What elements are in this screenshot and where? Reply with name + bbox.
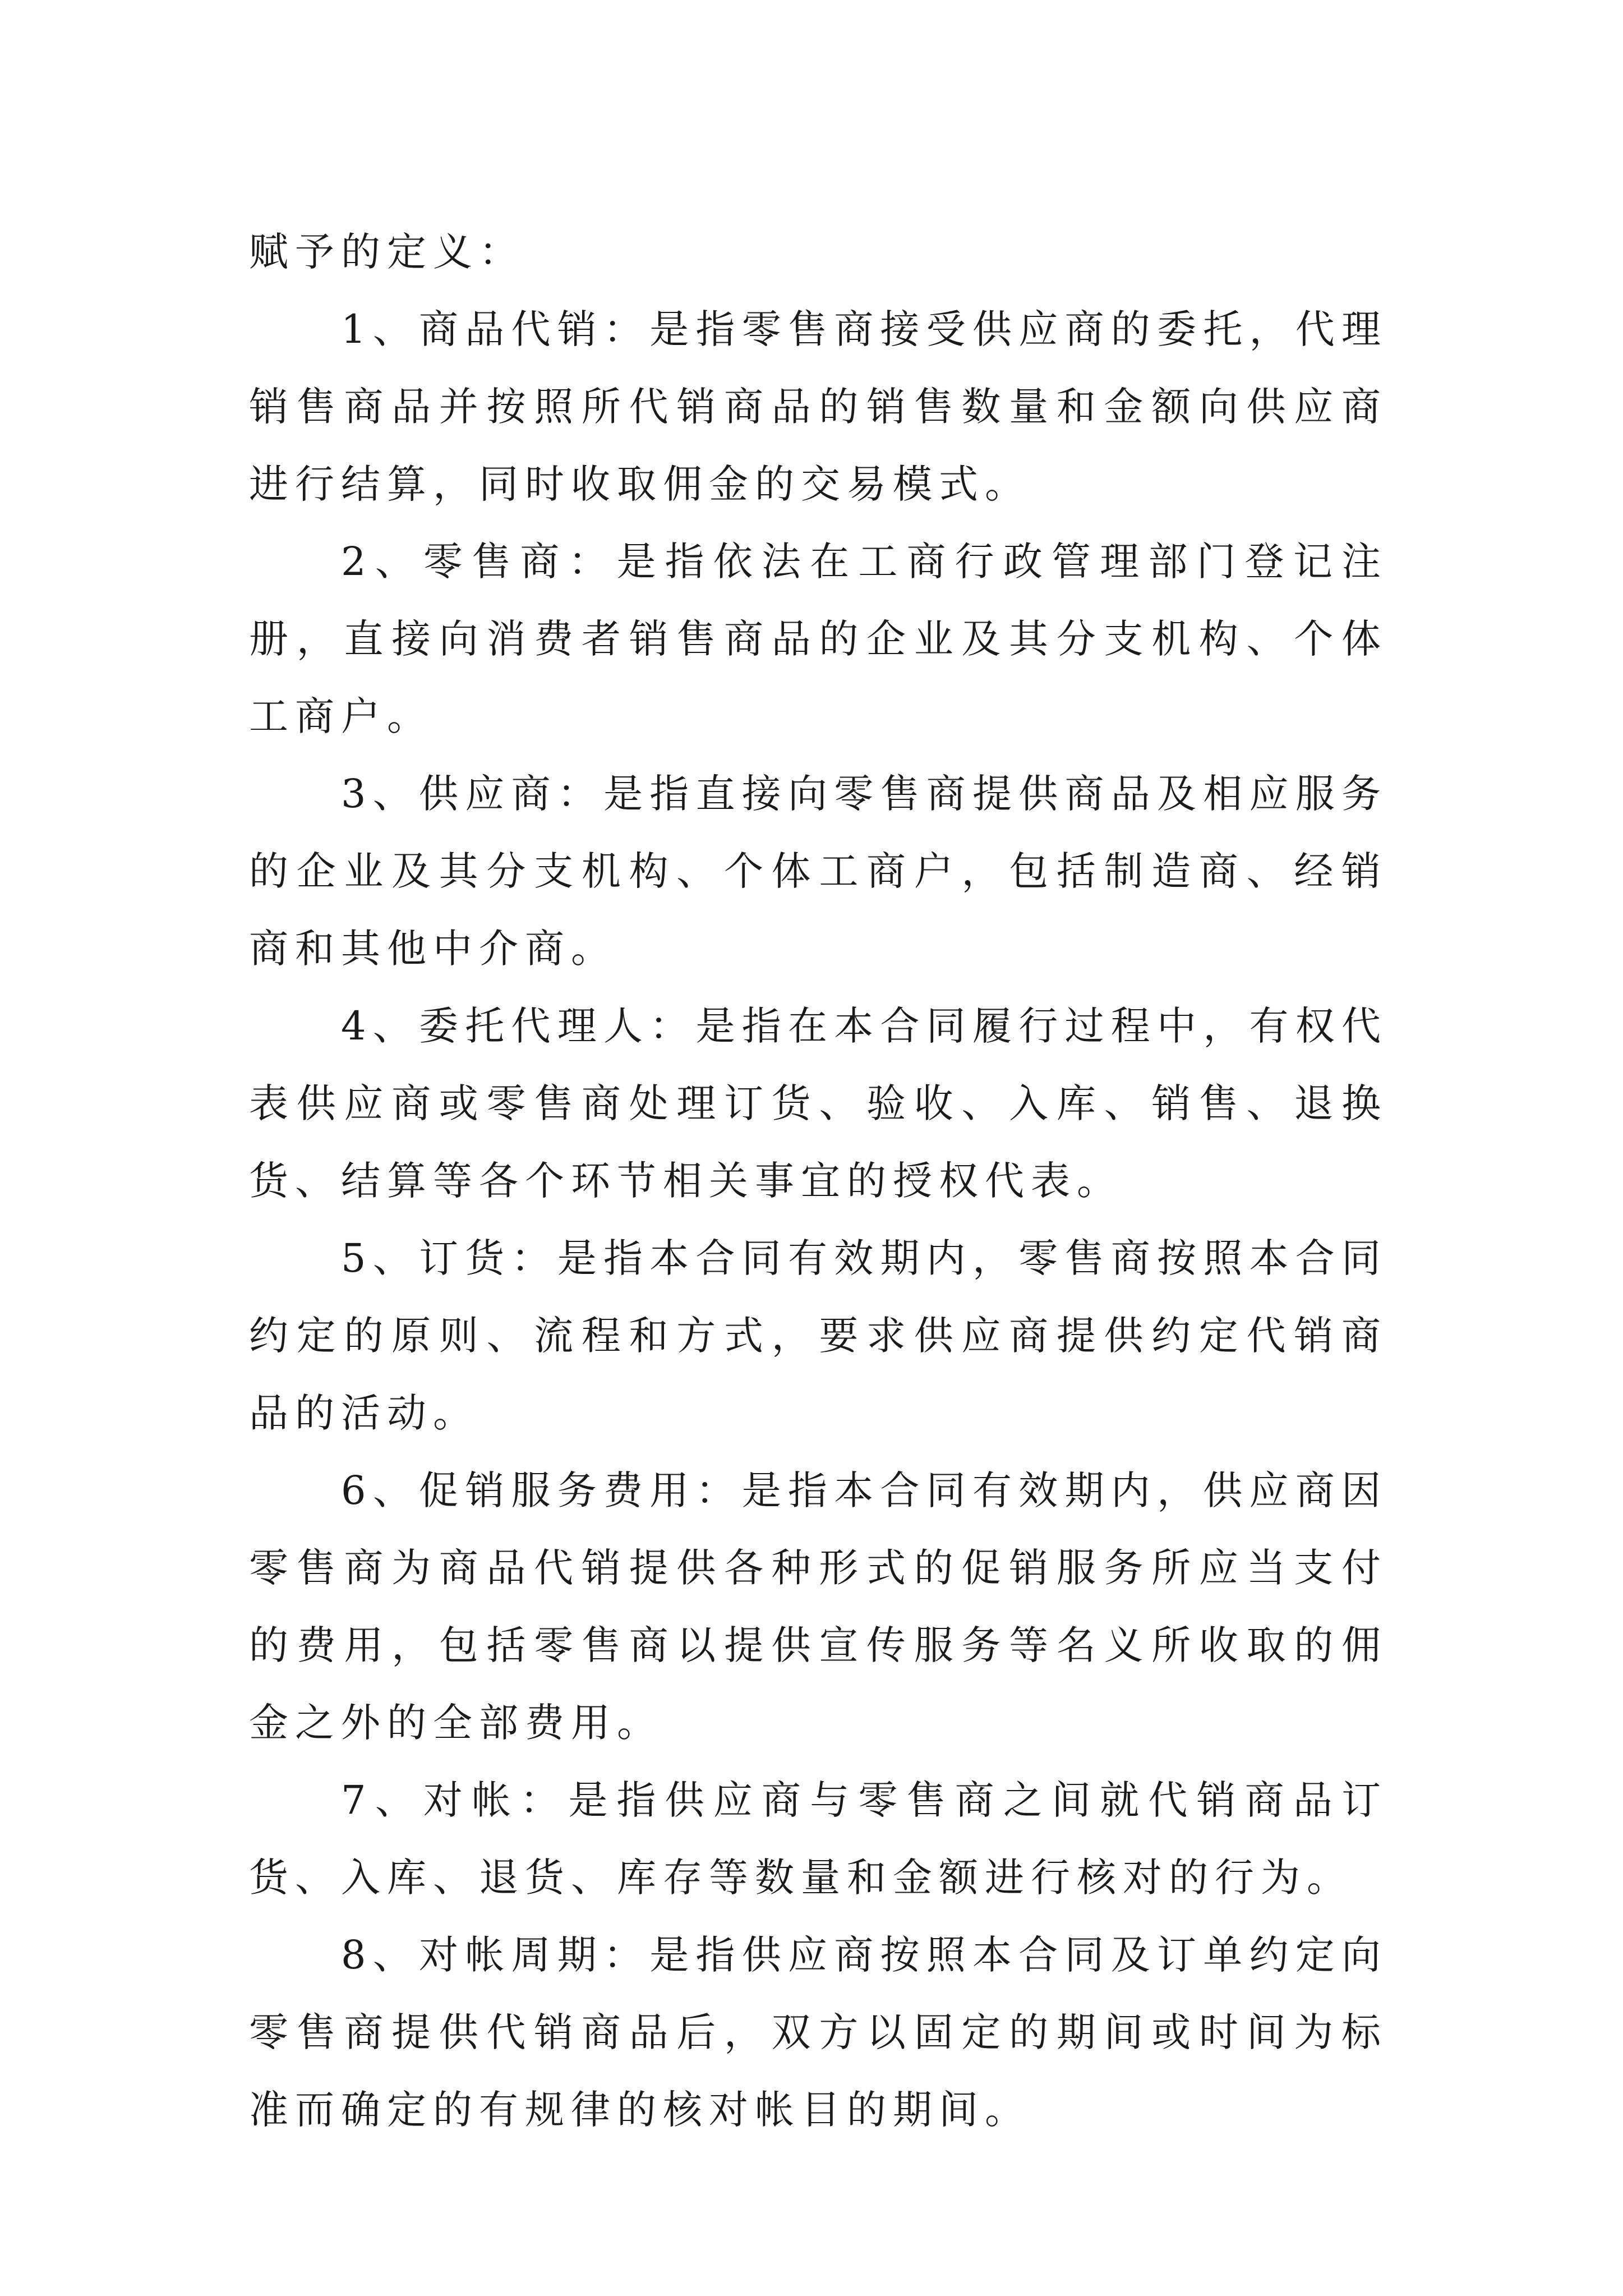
opening-fragment: 赋予的定义： (249, 229, 525, 275)
definition-commission-sale: 1、商品代销：是指零售商接受供应商的委托，代理销售商品并按照所代销商品的销售数量和金额向供应商进行结算，同时收取佣金的交易模式。 (249, 306, 1387, 507)
definition-reconciliation-period: 8、对帐周期：是指供应商按照本合同及订单约定向零售商提供代销商品后，双方以固定的期间或时间为标准而确定的有规律的核对帐目的期间。 (249, 1932, 1387, 2133)
document-body (249, 213, 1387, 2148)
definition-ordering: 5、订货：是指本合同有效期内，零售商按照本合同约定的原则、流程和方式，要求供应商提供约定代销商品的活动。 (249, 1235, 1387, 1436)
definition-retailer: 2、零售商：是指依法在工商行政管理部门登记注册，直接向消费者销售商品的企业及其分支机构、个体工商户。 (249, 539, 1387, 739)
definition-supplier: 3、供应商：是指直接向零售商提供商品及相应服务的企业及其分支机构、个体工商户，包括制造商、经销商和其他中介商。 (249, 771, 1387, 972)
definition-reconciliation: 7、对帐：是指供应商与零售商之间就代销商品订货、入库、退货、库存等数量和金额进行核对的行为。 (249, 1777, 1387, 1901)
definition-authorized-agent: 4、委托代理人：是指在本合同履行过程中，有权代表供应商或零售商处理订货、验收、入库、销售、退换货、结算等各个环节相关事宜的授权代表。 (249, 1003, 1387, 1204)
definition-promotion-fees: 6、促销服务费用：是指本合同有效期内，供应商因零售商为商品代销提供各种形式的促销服务所应当支付的费用，包括零售商以提供宣传服务等名义所收取的佣金之外的全部费用。 (249, 1467, 1387, 1746)
